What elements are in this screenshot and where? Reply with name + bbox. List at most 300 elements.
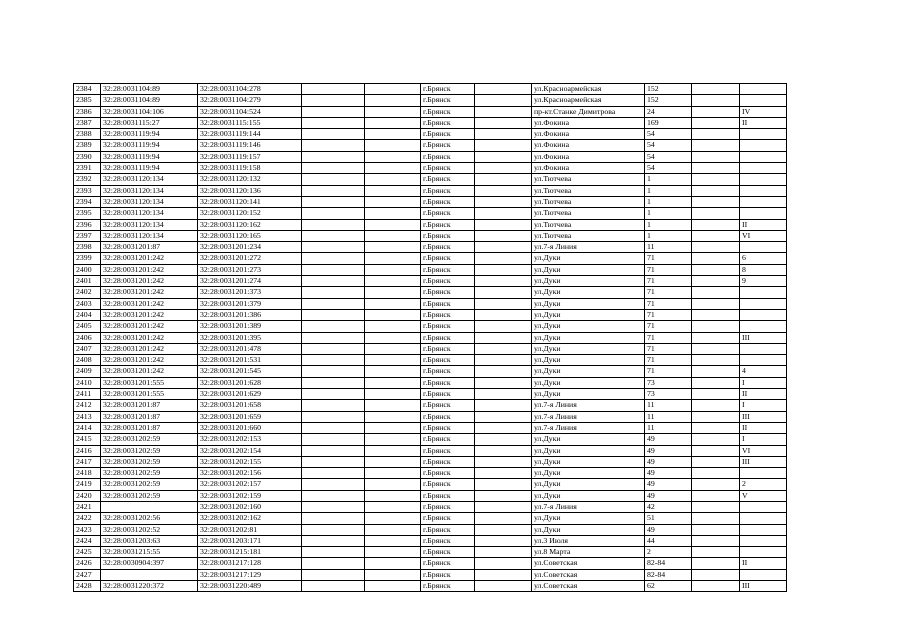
empty-cell-b-cell (365, 84, 421, 95)
table-row (74, 196, 787, 207)
house-number-cell: 71 (645, 264, 692, 275)
row-number-cell: 2389 (74, 140, 101, 151)
empty-cell-c-cell (475, 309, 532, 320)
empty-cell-d-cell (692, 253, 740, 264)
unit-number-cell: 9 (740, 276, 787, 287)
parent-cadastral-number-cell: 32:28:0031201:87 (101, 242, 198, 253)
empty-cell-c-cell (475, 490, 532, 501)
table-row (74, 490, 787, 501)
empty-cell-b-cell (365, 355, 421, 366)
empty-cell-c-cell (475, 366, 532, 377)
row-number-cell: 2419 (74, 479, 101, 490)
parent-cadastral-number-cell (101, 501, 198, 512)
unit-number-cell (740, 524, 787, 535)
cadastral-number-cell: 32:28:0031120:136 (198, 185, 302, 196)
parent-cadastral-number-cell: 32:28:0031202:56 (101, 513, 198, 524)
empty-cell-b-cell (365, 129, 421, 140)
empty-cell-a-cell (302, 513, 365, 524)
empty-cell-b-cell (365, 468, 421, 479)
empty-cell-c-cell (475, 377, 532, 388)
empty-cell-b-cell (365, 479, 421, 490)
street-cell: ул.7-я Линия (532, 501, 645, 512)
empty-cell-d-cell (692, 411, 740, 422)
cadastral-number-cell: 32:28:0031202:157 (198, 479, 302, 490)
street-cell: ул.Фокина (532, 151, 645, 162)
row-number-cell: 2408 (74, 355, 101, 366)
empty-cell-c-cell (475, 163, 532, 174)
row-number-cell: 2402 (74, 287, 101, 298)
city-cell: г.Брянск (421, 490, 475, 501)
street-cell: ул.Дуки (532, 253, 645, 264)
empty-cell-a-cell (302, 535, 365, 546)
cadastral-number-cell: 32:28:0031201:272 (198, 253, 302, 264)
cadastral-number-cell: 32:28:0031202:81 (198, 524, 302, 535)
row-number-cell: 2385 (74, 95, 101, 106)
table-row (74, 276, 787, 287)
city-cell: г.Брянск (421, 422, 475, 433)
house-number-cell: 71 (645, 332, 692, 343)
empty-cell-b-cell (365, 445, 421, 456)
row-number-cell: 2395 (74, 208, 101, 219)
house-number-cell: 71 (645, 321, 692, 332)
street-cell: ул.7-я Линия (532, 422, 645, 433)
row-number-cell: 2418 (74, 468, 101, 479)
city-cell: г.Брянск (421, 513, 475, 524)
empty-cell-a-cell (302, 434, 365, 445)
row-number-cell: 2384 (74, 84, 101, 95)
empty-cell-d-cell (692, 332, 740, 343)
cadastral-number-cell: 32:28:0031202:159 (198, 490, 302, 501)
city-cell: г.Брянск (421, 569, 475, 580)
table-row (74, 558, 787, 569)
parent-cadastral-number-cell: 32:28:0031120:134 (101, 208, 198, 219)
empty-cell-c-cell (475, 445, 532, 456)
unit-number-cell: VI (740, 230, 787, 241)
city-cell: г.Брянск (421, 558, 475, 569)
registry-table (73, 83, 787, 592)
parent-cadastral-number-cell: 32:28:0031202:59 (101, 490, 198, 501)
empty-cell-a-cell (302, 253, 365, 264)
unit-number-cell: I (740, 434, 787, 445)
table-row (74, 287, 787, 298)
empty-cell-d-cell (692, 468, 740, 479)
city-cell: г.Брянск (421, 117, 475, 128)
empty-cell-a-cell (302, 389, 365, 400)
unit-number-cell (740, 309, 787, 320)
cadastral-number-cell: 32:28:0031201:389 (198, 321, 302, 332)
empty-cell-c-cell (475, 253, 532, 264)
city-cell: г.Брянск (421, 355, 475, 366)
street-cell: ул.Дуки (532, 366, 645, 377)
table-row (74, 242, 787, 253)
empty-cell-a-cell (302, 106, 365, 117)
row-number-cell: 2391 (74, 163, 101, 174)
house-number-cell: 71 (645, 298, 692, 309)
unit-number-cell (740, 196, 787, 207)
city-cell: г.Брянск (421, 287, 475, 298)
empty-cell-c-cell (475, 535, 532, 546)
row-number-cell: 2400 (74, 264, 101, 275)
empty-cell-d-cell (692, 242, 740, 253)
street-cell: ул.Дуки (532, 434, 645, 445)
parent-cadastral-number-cell: 32:28:0030904:397 (101, 558, 198, 569)
house-number-cell: 11 (645, 242, 692, 253)
row-number-cell: 2393 (74, 185, 101, 196)
parent-cadastral-number-cell: 32:28:0031201:242 (101, 321, 198, 332)
empty-cell-c-cell (475, 343, 532, 354)
house-number-cell: 71 (645, 253, 692, 264)
house-number-cell: 169 (645, 117, 692, 128)
street-cell: ул.Дуки (532, 468, 645, 479)
empty-cell-a-cell (302, 219, 365, 230)
cadastral-number-cell: 32:28:0031201:659 (198, 411, 302, 422)
empty-cell-d-cell (692, 524, 740, 535)
unit-number-cell: I (740, 377, 787, 388)
house-number-cell: 49 (645, 490, 692, 501)
row-number-cell: 2417 (74, 456, 101, 467)
empty-cell-c-cell (475, 501, 532, 512)
empty-cell-d-cell (692, 309, 740, 320)
table-row (74, 185, 787, 196)
house-number-cell: 44 (645, 535, 692, 546)
row-number-cell: 2427 (74, 569, 101, 580)
empty-cell-a-cell (302, 129, 365, 140)
empty-cell-d-cell (692, 276, 740, 287)
parent-cadastral-number-cell: 32:28:0031201:242 (101, 366, 198, 377)
parent-cadastral-number-cell: 32:28:0031201:555 (101, 389, 198, 400)
parent-cadastral-number-cell: 32:28:0031104:89 (101, 95, 198, 106)
row-number-cell: 2426 (74, 558, 101, 569)
house-number-cell: 82-84 (645, 569, 692, 580)
house-number-cell: 49 (645, 456, 692, 467)
parent-cadastral-number-cell: 32:28:0031120:134 (101, 230, 198, 241)
empty-cell-d-cell (692, 490, 740, 501)
empty-cell-b-cell (365, 242, 421, 253)
city-cell: г.Брянск (421, 163, 475, 174)
table-row (74, 547, 787, 558)
table-row (74, 479, 787, 490)
row-number-cell: 2410 (74, 377, 101, 388)
empty-cell-a-cell (302, 174, 365, 185)
empty-cell-c-cell (475, 456, 532, 467)
unit-number-cell (740, 208, 787, 219)
empty-cell-c-cell (475, 174, 532, 185)
empty-cell-a-cell (302, 321, 365, 332)
parent-cadastral-number-cell: 32:28:0031120:134 (101, 185, 198, 196)
parent-cadastral-number-cell: 32:28:0031202:59 (101, 479, 198, 490)
row-number-cell: 2398 (74, 242, 101, 253)
empty-cell-c-cell (475, 547, 532, 558)
empty-cell-a-cell (302, 479, 365, 490)
house-number-cell: 71 (645, 287, 692, 298)
empty-cell-c-cell (475, 140, 532, 151)
city-cell: г.Брянск (421, 264, 475, 275)
city-cell: г.Брянск (421, 208, 475, 219)
unit-number-cell: II (740, 558, 787, 569)
cadastral-number-cell: 32:28:0031202:162 (198, 513, 302, 524)
cadastral-number-cell: 32:28:0031202:160 (198, 501, 302, 512)
unit-number-cell (740, 513, 787, 524)
cadastral-number-cell: 32:28:0031104:279 (198, 95, 302, 106)
cadastral-number-cell: 32:28:0031104:278 (198, 84, 302, 95)
empty-cell-a-cell (302, 468, 365, 479)
unit-number-cell (740, 355, 787, 366)
street-cell: ул.Тютчева (532, 219, 645, 230)
parent-cadastral-number-cell: 32:28:0031120:134 (101, 174, 198, 185)
unit-number-cell: II (740, 389, 787, 400)
street-cell: ул.Дуки (532, 389, 645, 400)
row-number-cell: 2401 (74, 276, 101, 287)
table-row (74, 264, 787, 275)
table-row (74, 389, 787, 400)
table-row (74, 513, 787, 524)
street-cell: ул.Дуки (532, 276, 645, 287)
empty-cell-b-cell (365, 400, 421, 411)
row-number-cell: 2409 (74, 366, 101, 377)
empty-cell-c-cell (475, 479, 532, 490)
city-cell: г.Брянск (421, 309, 475, 320)
table-row (74, 174, 787, 185)
unit-number-cell (740, 343, 787, 354)
cadastral-number-cell: 32:28:0031201:628 (198, 377, 302, 388)
house-number-cell: 49 (645, 524, 692, 535)
street-cell: ул.Советская (532, 581, 645, 592)
city-cell: г.Брянск (421, 581, 475, 592)
table-row (74, 343, 787, 354)
parent-cadastral-number-cell: 32:28:0031104:106 (101, 106, 198, 117)
house-number-cell: 1 (645, 219, 692, 230)
empty-cell-a-cell (302, 501, 365, 512)
house-number-cell: 82-84 (645, 558, 692, 569)
empty-cell-b-cell (365, 95, 421, 106)
city-cell: г.Брянск (421, 366, 475, 377)
empty-cell-d-cell (692, 569, 740, 580)
parent-cadastral-number-cell: 32:28:0031203:63 (101, 535, 198, 546)
cadastral-number-cell: 32:28:0031215:181 (198, 547, 302, 558)
empty-cell-d-cell (692, 479, 740, 490)
empty-cell-a-cell (302, 445, 365, 456)
city-cell: г.Брянск (421, 276, 475, 287)
table-row (74, 501, 787, 512)
cadastral-number-cell: 32:28:0031120:141 (198, 196, 302, 207)
house-number-cell: 49 (645, 434, 692, 445)
street-cell: ул.Дуки (532, 332, 645, 343)
parent-cadastral-number-cell: 32:28:0031120:134 (101, 219, 198, 230)
street-cell: ул.Красноармейская (532, 84, 645, 95)
parent-cadastral-number-cell: 32:28:0031201:242 (101, 253, 198, 264)
empty-cell-b-cell (365, 343, 421, 354)
street-cell: ул.Красноармейская (532, 95, 645, 106)
empty-cell-d-cell (692, 219, 740, 230)
parent-cadastral-number-cell: 32:28:0031201:555 (101, 377, 198, 388)
street-cell: ул.Дуки (532, 524, 645, 535)
row-number-cell: 2394 (74, 196, 101, 207)
unit-number-cell (740, 129, 787, 140)
empty-cell-a-cell (302, 185, 365, 196)
row-number-cell: 2390 (74, 151, 101, 162)
empty-cell-c-cell (475, 219, 532, 230)
cadastral-number-cell: 32:28:0031201:478 (198, 343, 302, 354)
empty-cell-c-cell (475, 298, 532, 309)
empty-cell-b-cell (365, 513, 421, 524)
empty-cell-d-cell (692, 434, 740, 445)
city-cell: г.Брянск (421, 434, 475, 445)
empty-cell-d-cell (692, 151, 740, 162)
house-number-cell: 24 (645, 106, 692, 117)
house-number-cell: 1 (645, 174, 692, 185)
street-cell: ул.Дуки (532, 298, 645, 309)
house-number-cell: 54 (645, 163, 692, 174)
cadastral-number-cell: 32:28:0031201:379 (198, 298, 302, 309)
empty-cell-d-cell (692, 581, 740, 592)
empty-cell-c-cell (475, 332, 532, 343)
parent-cadastral-number-cell: 32:28:0031202:59 (101, 445, 198, 456)
empty-cell-d-cell (692, 343, 740, 354)
house-number-cell: 62 (645, 581, 692, 592)
table-row (74, 524, 787, 535)
cadastral-number-cell: 32:28:0031201:629 (198, 389, 302, 400)
street-cell: ул.7-я Линия (532, 242, 645, 253)
empty-cell-c-cell (475, 185, 532, 196)
house-number-cell: 11 (645, 400, 692, 411)
empty-cell-b-cell (365, 185, 421, 196)
house-number-cell: 71 (645, 276, 692, 287)
empty-cell-b-cell (365, 547, 421, 558)
row-number-cell: 2420 (74, 490, 101, 501)
house-number-cell: 71 (645, 355, 692, 366)
street-cell: ул.Дуки (532, 355, 645, 366)
house-number-cell: 49 (645, 468, 692, 479)
empty-cell-a-cell (302, 355, 365, 366)
parent-cadastral-number-cell: 32:28:0031201:242 (101, 332, 198, 343)
empty-cell-c-cell (475, 129, 532, 140)
empty-cell-b-cell (365, 264, 421, 275)
street-cell: ул.Дуки (532, 377, 645, 388)
table-row (74, 535, 787, 546)
empty-cell-a-cell (302, 456, 365, 467)
empty-cell-b-cell (365, 434, 421, 445)
empty-cell-b-cell (365, 309, 421, 320)
empty-cell-a-cell (302, 208, 365, 219)
street-cell: ул.Тютчева (532, 174, 645, 185)
empty-cell-c-cell (475, 581, 532, 592)
row-number-cell: 2412 (74, 400, 101, 411)
empty-cell-b-cell (365, 569, 421, 580)
empty-cell-a-cell (302, 524, 365, 535)
cadastral-number-cell: 32:28:0031202:154 (198, 445, 302, 456)
empty-cell-a-cell (302, 547, 365, 558)
city-cell: г.Брянск (421, 196, 475, 207)
house-number-cell: 71 (645, 309, 692, 320)
empty-cell-b-cell (365, 151, 421, 162)
house-number-cell: 71 (645, 343, 692, 354)
unit-number-cell: II (740, 117, 787, 128)
city-cell: г.Брянск (421, 242, 475, 253)
empty-cell-a-cell (302, 558, 365, 569)
house-number-cell: 49 (645, 445, 692, 456)
table-row (74, 298, 787, 309)
unit-number-cell: 8 (740, 264, 787, 275)
city-cell: г.Брянск (421, 501, 475, 512)
street-cell: ул.7-я Линия (532, 400, 645, 411)
unit-number-cell: III (740, 456, 787, 467)
table-row (74, 411, 787, 422)
empty-cell-d-cell (692, 185, 740, 196)
row-number-cell: 2415 (74, 434, 101, 445)
city-cell: г.Брянск (421, 230, 475, 241)
unit-number-cell (740, 84, 787, 95)
empty-cell-b-cell (365, 208, 421, 219)
empty-cell-c-cell (475, 513, 532, 524)
house-number-cell: 1 (645, 196, 692, 207)
street-cell: ул.7-я Линия (532, 411, 645, 422)
cadastral-number-cell: 32:28:0031201:234 (198, 242, 302, 253)
cadastral-number-cell: 32:28:0031201:386 (198, 309, 302, 320)
unit-number-cell (740, 321, 787, 332)
street-cell: ул.Дуки (532, 309, 645, 320)
empty-cell-a-cell (302, 332, 365, 343)
street-cell: ул.Дуки (532, 343, 645, 354)
street-cell: ул.Дуки (532, 321, 645, 332)
empty-cell-c-cell (475, 468, 532, 479)
empty-cell-b-cell (365, 501, 421, 512)
cadastral-number-cell: 32:28:0031202:155 (198, 456, 302, 467)
parent-cadastral-number-cell: 32:28:0031201:87 (101, 411, 198, 422)
unit-number-cell (740, 569, 787, 580)
parent-cadastral-number-cell: 32:28:0031119:94 (101, 151, 198, 162)
unit-number-cell (740, 174, 787, 185)
city-cell: г.Брянск (421, 298, 475, 309)
street-cell: ул.Фокина (532, 117, 645, 128)
table-row (74, 84, 787, 95)
empty-cell-b-cell (365, 276, 421, 287)
row-number-cell: 2399 (74, 253, 101, 264)
city-cell: г.Брянск (421, 140, 475, 151)
parent-cadastral-number-cell: 32:28:0031201:242 (101, 264, 198, 275)
empty-cell-c-cell (475, 434, 532, 445)
house-number-cell: 49 (645, 479, 692, 490)
unit-number-cell: VI (740, 445, 787, 456)
cadastral-number-cell: 32:28:0031115:155 (198, 117, 302, 128)
empty-cell-c-cell (475, 422, 532, 433)
cadastral-number-cell: 32:28:0031119:157 (198, 151, 302, 162)
house-number-cell: 1 (645, 208, 692, 219)
empty-cell-d-cell (692, 558, 740, 569)
parent-cadastral-number-cell: 32:28:0031119:94 (101, 129, 198, 140)
row-number-cell: 2423 (74, 524, 101, 535)
unit-number-cell (740, 242, 787, 253)
table-row (74, 309, 787, 320)
empty-cell-a-cell (302, 309, 365, 320)
empty-cell-b-cell (365, 535, 421, 546)
parent-cadastral-number-cell: 32:28:0031115:27 (101, 117, 198, 128)
empty-cell-a-cell (302, 490, 365, 501)
city-cell: г.Брянск (421, 332, 475, 343)
row-number-cell: 2416 (74, 445, 101, 456)
empty-cell-d-cell (692, 513, 740, 524)
house-number-cell: 152 (645, 84, 692, 95)
table-row (74, 355, 787, 366)
empty-cell-b-cell (365, 298, 421, 309)
table-row (74, 581, 787, 592)
table-row (74, 422, 787, 433)
cadastral-number-cell: 32:28:0031119:158 (198, 163, 302, 174)
house-number-cell: 1 (645, 185, 692, 196)
table-row (74, 151, 787, 162)
empty-cell-a-cell (302, 287, 365, 298)
empty-cell-b-cell (365, 422, 421, 433)
empty-cell-a-cell (302, 581, 365, 592)
